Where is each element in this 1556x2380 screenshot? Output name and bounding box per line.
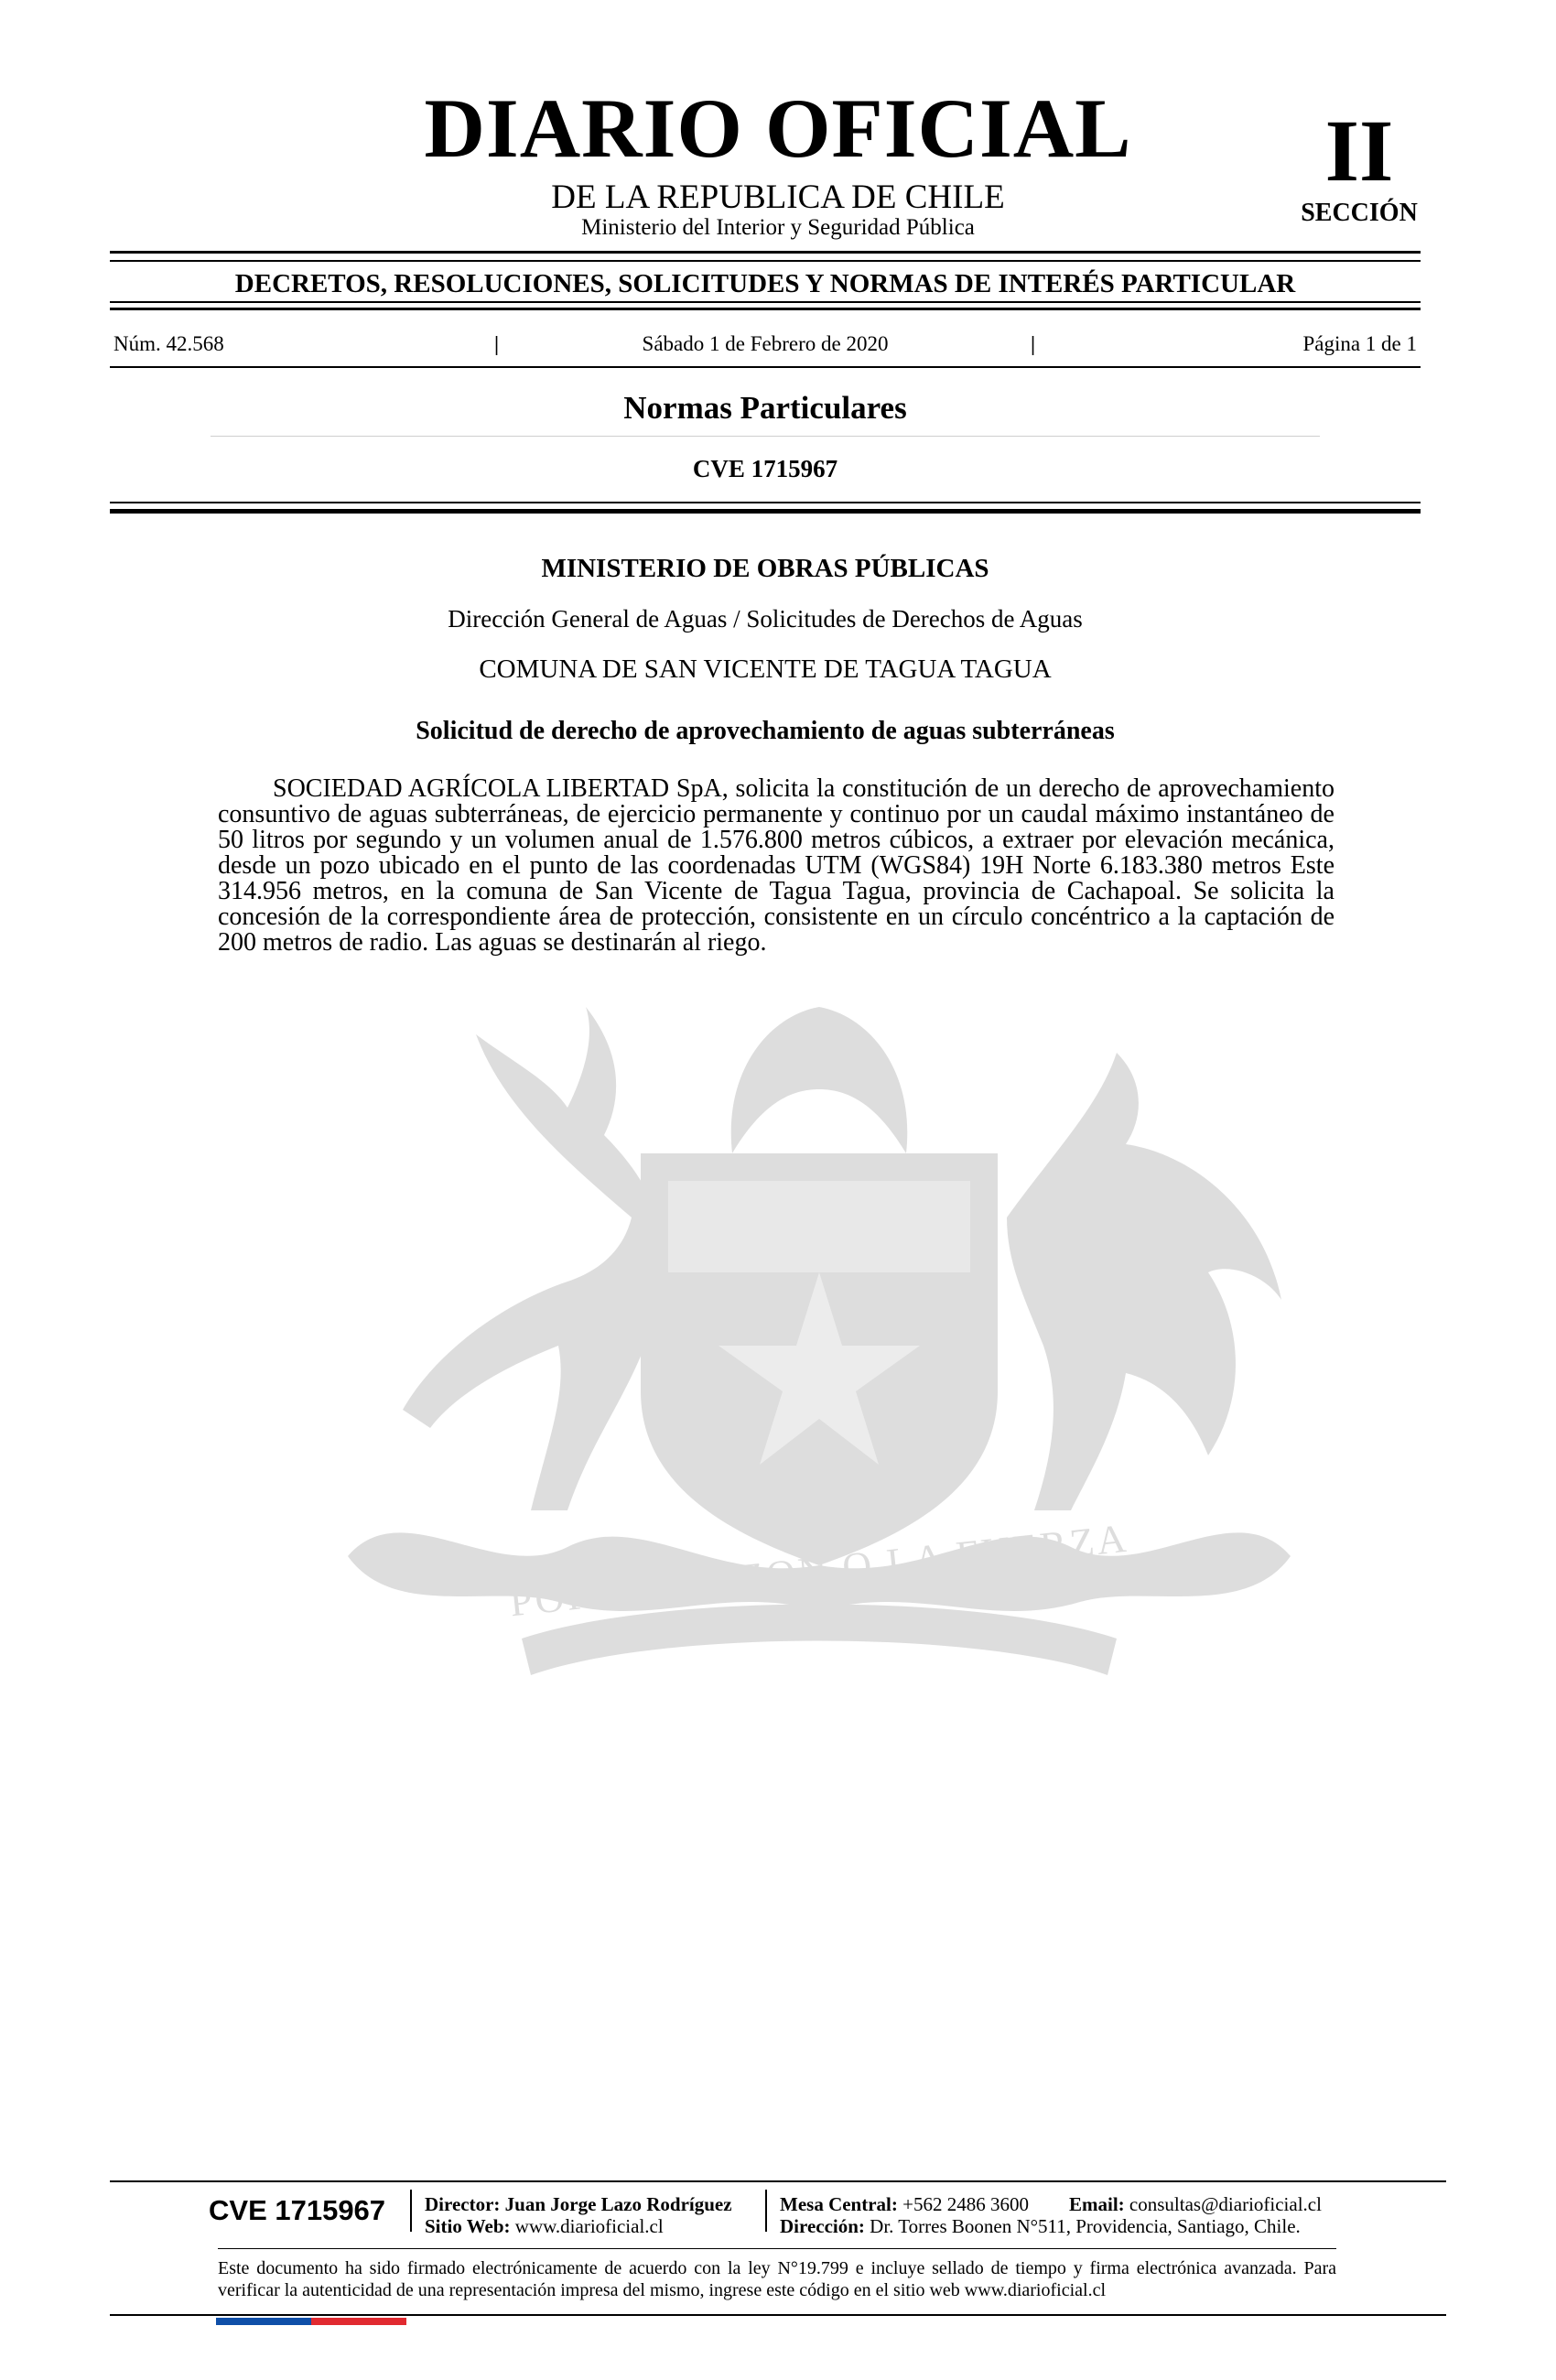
republic-subtitle: DE LA REPUBLICA DE CHILE [551,178,1005,216]
divider [110,260,1421,262]
division-name: Dirección General de Aguas / Solicitudes de Derechos de Aguas [448,605,1083,633]
commune-name: COMUNA DE SAN VICENTE DE TAGUA TAGUA [479,654,1052,684]
address-value: Dr. Torres Boonen N°511, Providencia, Santiago, Chile. [870,2215,1301,2237]
divider [110,301,1421,303]
flag-stripe-red [311,2318,406,2325]
watermark-motto: POR LA RAZON O LA FUERZA [507,1515,1131,1626]
divider [110,366,1421,368]
issue-date: Sábado 1 de Febrero de 2020 [642,332,889,355]
divider [110,251,1421,254]
masthead-title: DIARIO OFICIAL [424,81,1132,175]
divider [110,502,1421,503]
section-label: SECCIÓN [1301,199,1418,227]
section-title: DECRETOS, RESOLUCIONES, SOLICITUDES Y NORMAS DE INTERÉS PARTICULAR [234,269,1296,298]
issue-page: Página 1 de 1 [1302,332,1417,355]
document-body: SOCIEDAD AGRÍCOLA LIBERTAD SpA, solicita la constitución de un derecho de aprovechamiento consuntivo de aguas subterráneas, de ejercicio permanente y continuo por un caudal máximo instantáneo de 50 litros por segundo y un volumen anual de 1.576.800 metros cúbicos, a extraer por elevación mecánica, desde un pozo ubicado en el punto de las coordenadas UTM (WGS84) 19H Norte 6.183.380 metros Este 314.956 metros, en la comuna de San Vicente de Tagua Tagua, provincia de Cachapoal. Se solicita la concesión de la correspondiente área de protección, consistente en un círculo concéntrico a la captación de 200 metros de radio. Las aguas se destinarán al riego. [218,774,1334,957]
email-link[interactable]: consultas@diarioficial.cl [1129,2193,1322,2215]
footer-divider [110,2314,1446,2316]
divider [211,436,1320,437]
website-link[interactable]: www.diarioficial.cl [514,2215,664,2237]
footer-divider [110,2180,1446,2182]
phone-value: +562 2486 3600 [902,2193,1029,2215]
divider [110,509,1421,514]
footer-phone [780,2193,1029,2215]
footer-separator [410,2190,412,2232]
footer-website [425,2215,664,2237]
issue-number: Núm. 42.568 [113,332,224,355]
coat-of-arms-icon [293,998,1345,1693]
director-name: Juan Jorge Lazo Rodríguez [504,2193,732,2215]
issue-separator: | [1031,332,1036,355]
flag-stripe-blue [216,2318,311,2325]
footer-separator [765,2190,767,2232]
website-label: Sitio Web: [425,2215,511,2237]
footer-email [1069,2193,1322,2215]
director-label: Director: [425,2193,501,2215]
issue-separator: | [494,332,500,355]
norm-category: Normas Particulares [623,390,907,426]
legal-notice: Este documento ha sido firmado electrónicamente de acuerdo con la ley N°19.799 e incluye sellado de tiempo y firma electrónica avanzada. Para verificar la autenticidad de una representación impresa del mismo, ingrese este código en el sitio web www.diarioficial.cl [218,2258,1336,2300]
footer-cve-code: CVE 1715967 [209,2194,386,2226]
document-title: Solicitud de derecho de aprovechamiento de aguas subterráneas [416,717,1115,745]
cve-code: CVE 1715967 [692,455,838,482]
footer-director [425,2193,732,2215]
ministry-subtitle: Ministerio del Interior y Seguridad Pública [581,215,975,240]
email-label: Email: [1069,2193,1125,2215]
footer-address [780,2215,1301,2237]
agency-name: MINISTERIO DE OBRAS PÚBLICAS [541,554,989,583]
footer-divider [218,2248,1336,2249]
divider [110,308,1421,310]
section-number: II [1324,102,1394,200]
phone-label: Mesa Central: [780,2193,898,2215]
address-label: Dirección: [780,2215,865,2237]
